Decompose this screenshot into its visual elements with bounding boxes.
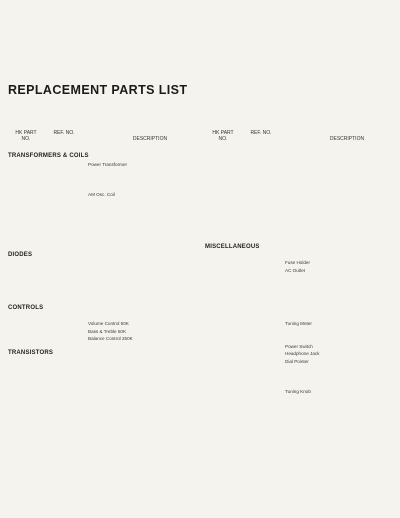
parts-row	[8, 328, 198, 336]
parts-row	[8, 176, 198, 184]
part-description: Headphone Jack	[285, 351, 320, 357]
parts-row	[205, 282, 395, 290]
header-ref-no: REF. NO.	[53, 130, 75, 136]
parts-row	[205, 411, 395, 419]
parts-section	[8, 252, 198, 302]
header-description: DESCRIPTION	[329, 136, 365, 142]
page-title: REPLACEMENT PARTS LIST	[8, 83, 188, 97]
part-description: AC Outlet	[285, 267, 305, 273]
parts-row	[8, 396, 198, 404]
parts-row	[205, 274, 395, 282]
parts-row	[205, 206, 395, 214]
parts-row	[8, 335, 198, 343]
parts-section	[8, 350, 198, 408]
parts-row	[8, 199, 198, 207]
section-title: TRANSISTORS	[8, 349, 54, 356]
parts-row	[8, 373, 198, 381]
part-description: Tuning Knob	[285, 389, 311, 395]
parts-row	[205, 229, 395, 237]
parts-row	[205, 350, 395, 358]
parts-row	[8, 184, 198, 192]
part-description: Dial Pointer	[285, 358, 309, 364]
section-title: DIODES	[8, 251, 33, 258]
parts-row	[8, 191, 198, 199]
parts-row	[8, 222, 198, 230]
parts-section	[8, 153, 198, 249]
parts-row	[205, 267, 395, 275]
parts-row	[8, 388, 198, 396]
part-description: AM Osc. Coil	[88, 192, 115, 198]
part-description: Power Switch	[285, 343, 313, 349]
header-part-no: HK PART NO.	[212, 130, 234, 142]
parts-row	[205, 259, 395, 267]
parts-row	[205, 358, 395, 366]
right-column-header	[205, 130, 395, 150]
part-description: Fuse Holder	[285, 260, 311, 266]
parts-row	[205, 297, 395, 305]
left-sections	[8, 153, 198, 407]
parts-row	[205, 373, 395, 381]
right-sections	[205, 153, 395, 423]
section-title: MISCELLANEOUS	[205, 243, 260, 250]
parts-row	[8, 229, 198, 237]
parts-section	[205, 153, 395, 241]
parts-row	[205, 252, 395, 260]
parts-row	[205, 221, 395, 229]
parts-row	[205, 396, 395, 404]
parts-row	[205, 290, 395, 298]
parts-row	[205, 168, 395, 176]
left-column-header	[8, 130, 198, 150]
parts-row	[8, 313, 198, 321]
parts-row	[205, 335, 395, 343]
parts-row	[8, 260, 198, 268]
parts-row	[8, 169, 198, 177]
parts-row	[205, 153, 395, 161]
parts-row	[8, 267, 198, 275]
parts-row	[8, 237, 198, 245]
parts-row	[205, 191, 395, 199]
parts-row	[205, 343, 395, 351]
parts-row	[8, 320, 198, 328]
parts-row	[8, 381, 198, 389]
parts-row	[8, 207, 198, 215]
parts-row	[205, 327, 395, 335]
parts-row	[205, 312, 395, 320]
part-description: Bass & Treble 50K	[88, 328, 127, 334]
parts-row	[8, 275, 198, 283]
parts-row	[205, 183, 395, 191]
parts-row	[205, 365, 395, 373]
parts-row	[205, 305, 395, 313]
parts-row	[8, 365, 198, 373]
parts-row	[205, 320, 395, 328]
parts-row	[205, 176, 395, 184]
header-ref-no: REF. NO.	[250, 130, 272, 136]
part-description: Balance Control 250K	[88, 336, 133, 342]
parts-row	[205, 388, 395, 396]
part-description: Volume Control 50K	[88, 321, 129, 327]
section-title: CONTROLS	[8, 304, 44, 311]
left-column	[8, 130, 198, 407]
header-part-no: HK PART NO.	[15, 130, 37, 142]
parts-row	[8, 358, 198, 366]
parts-section	[8, 305, 198, 347]
parts-row	[8, 290, 198, 298]
parts-row	[8, 161, 198, 169]
parts-row	[205, 161, 395, 169]
part-description: Power Transformer	[88, 162, 128, 167]
parts-row	[205, 403, 395, 411]
parts-section	[205, 244, 395, 423]
parts-row	[8, 214, 198, 222]
section-title: TRANSFORMERS & COILS	[8, 153, 89, 159]
part-description: Tuning Meter	[285, 320, 312, 326]
parts-row	[8, 282, 198, 290]
parts-row	[205, 214, 395, 222]
right-column	[205, 130, 395, 423]
parts-row	[205, 381, 395, 389]
header-description: DESCRIPTION	[132, 136, 168, 142]
parts-row	[205, 199, 395, 207]
